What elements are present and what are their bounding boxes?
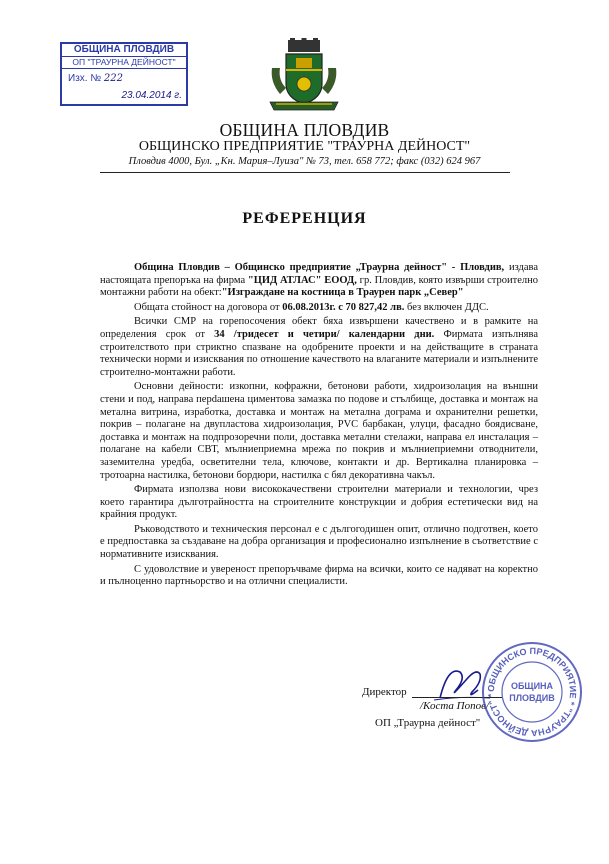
signature-role: Директор — [362, 686, 407, 698]
quality-text-2: Фирмата изпълнява строителството при стриктно спазване на одобрените проекти и на действащите в страната технически норми и изисквания по отношение качеството на влаганите материали и изпълнените строително-монтажни работи. — [100, 328, 538, 378]
svg-text:ОБЩИНА: ОБЩИНА — [510, 681, 554, 691]
paragraph-quality — [100, 316, 538, 379]
quality-text-1: Всички СМР на горепосочения обект бяха извършени качествено и в рамките на определения срок от — [100, 316, 538, 340]
intro-project: "Изграждане на костница в Траурен парк „Север" — [221, 287, 464, 299]
organization-subtitle: ОБЩИНСКО ПРЕДПРИЯТИЕ "ТРАУРНА ДЕЙНОСТ" — [138, 139, 471, 154]
coat-of-arms-icon — [262, 38, 346, 118]
contract-text-2: без включен ДДС. — [404, 301, 489, 313]
signature-organization: ОП „Траурна дейност" — [375, 717, 481, 729]
stamp-date: 23.04.2014 г. — [121, 90, 182, 101]
svg-text:ПЛОВДИВ: ПЛОВДИВ — [509, 693, 555, 703]
letter-body — [100, 262, 538, 591]
stamp-ref — [62, 69, 186, 88]
paragraph-materials: Фирмата използва нови висококачествени строителни материали и технологии, чрез което гарантира дълготрайността на строителните конструкции и добрия естетически вид на крайния продукт. — [100, 484, 538, 521]
paragraph-recommendation: С удоволствие и увереност препоръчваме фирма на всички, които се надяват на коректно и пълноценно партньорство и на отлични специалисти. — [100, 563, 538, 588]
header-divider — [100, 172, 510, 173]
document-title: РЕФЕРЕНЦИЯ — [242, 210, 367, 227]
organization-name: ОБЩИНА ПЛОВДИВ — [219, 120, 390, 140]
paragraph-intro — [100, 262, 538, 300]
intro-issuer: Община Пловдив – Общинско предприятие „Траурна дейност" - Пловдив, — [134, 262, 505, 273]
stamp-ref-label: Изх. № — [68, 73, 102, 84]
intro-text-2: гр. Пловдив, която извърши строително монтажни работи на обект: — [100, 274, 539, 299]
paragraph-activities: Основни дейности: изкопни, кофражни, бетонови работи, хидроизолация на външни стени и под, направа перdашена циментова замазка по подове и стълбище, доставка и монтаж на метална витрина, изработка, доставка и монтаж на метална дограма и охранителни решетки, покрив – полагане на двупластова хидроизолация, PVC барбакан, улуци, фасадно боядисване, доставка и монтаж на подпрозоречни поли, доставка метални стелажи, направа ел инсталация – полагане на кабели СВТ, мълниеприемна мрежа по покрив и мълниеприемни отводнители, заземителна уредба, осветителни тела, ключове, контакти и др. Вертикална планировка – тротоарна настилка, бетонови бордюри, настилка с бял декоративна чакъл. — [100, 381, 538, 481]
paragraph-staff: Ръководството и техническия персонал е с дългогодишен опит, отлично подготвен, което е предпоставка за създаване на добра организация и професионално изпълнение в съответствие с нормативните изисквания. — [100, 523, 538, 561]
contract-text-1: Общата стойност на договора от — [134, 301, 283, 313]
organization-address: Пловдив 4000, Бул. „Кн. Мария–Луиза" № 73, тел. 658 772; факс (032) 624 967 — [128, 156, 481, 167]
intro-text-1: издава настоящата препоръка на фирма — [100, 262, 539, 286]
intro-company: "ЦИД АТЛАС" ЕООД, — [247, 274, 357, 286]
quality-deadline: 34 /тридесет и четири/ календарни дни. — [214, 328, 435, 340]
contract-value: 06.08.2013г. с 70 827,42 лв. — [282, 301, 405, 313]
registration-stamp — [60, 42, 188, 106]
stamp-line-1: ОБЩИНА ПЛОВДИВ — [62, 44, 186, 57]
official-seal-icon — [480, 640, 584, 744]
svg-text:ОБЩИНСКО ПРЕДПРИЯТИЕ * "ТРАУРН: ОБЩИНСКО ПРЕДПРИЯТИЕ * "ТРАУРНА ДЕЙНОСТ" * — [485, 645, 579, 739]
stamp-ref-number: 222 — [103, 73, 123, 84]
stamp-line-2: ОП "ТРАУРНА ДЕЙНОСТ" — [62, 57, 186, 69]
signature-name: /Коста Попов/ — [420, 700, 489, 712]
paragraph-contract-value — [100, 302, 538, 315]
